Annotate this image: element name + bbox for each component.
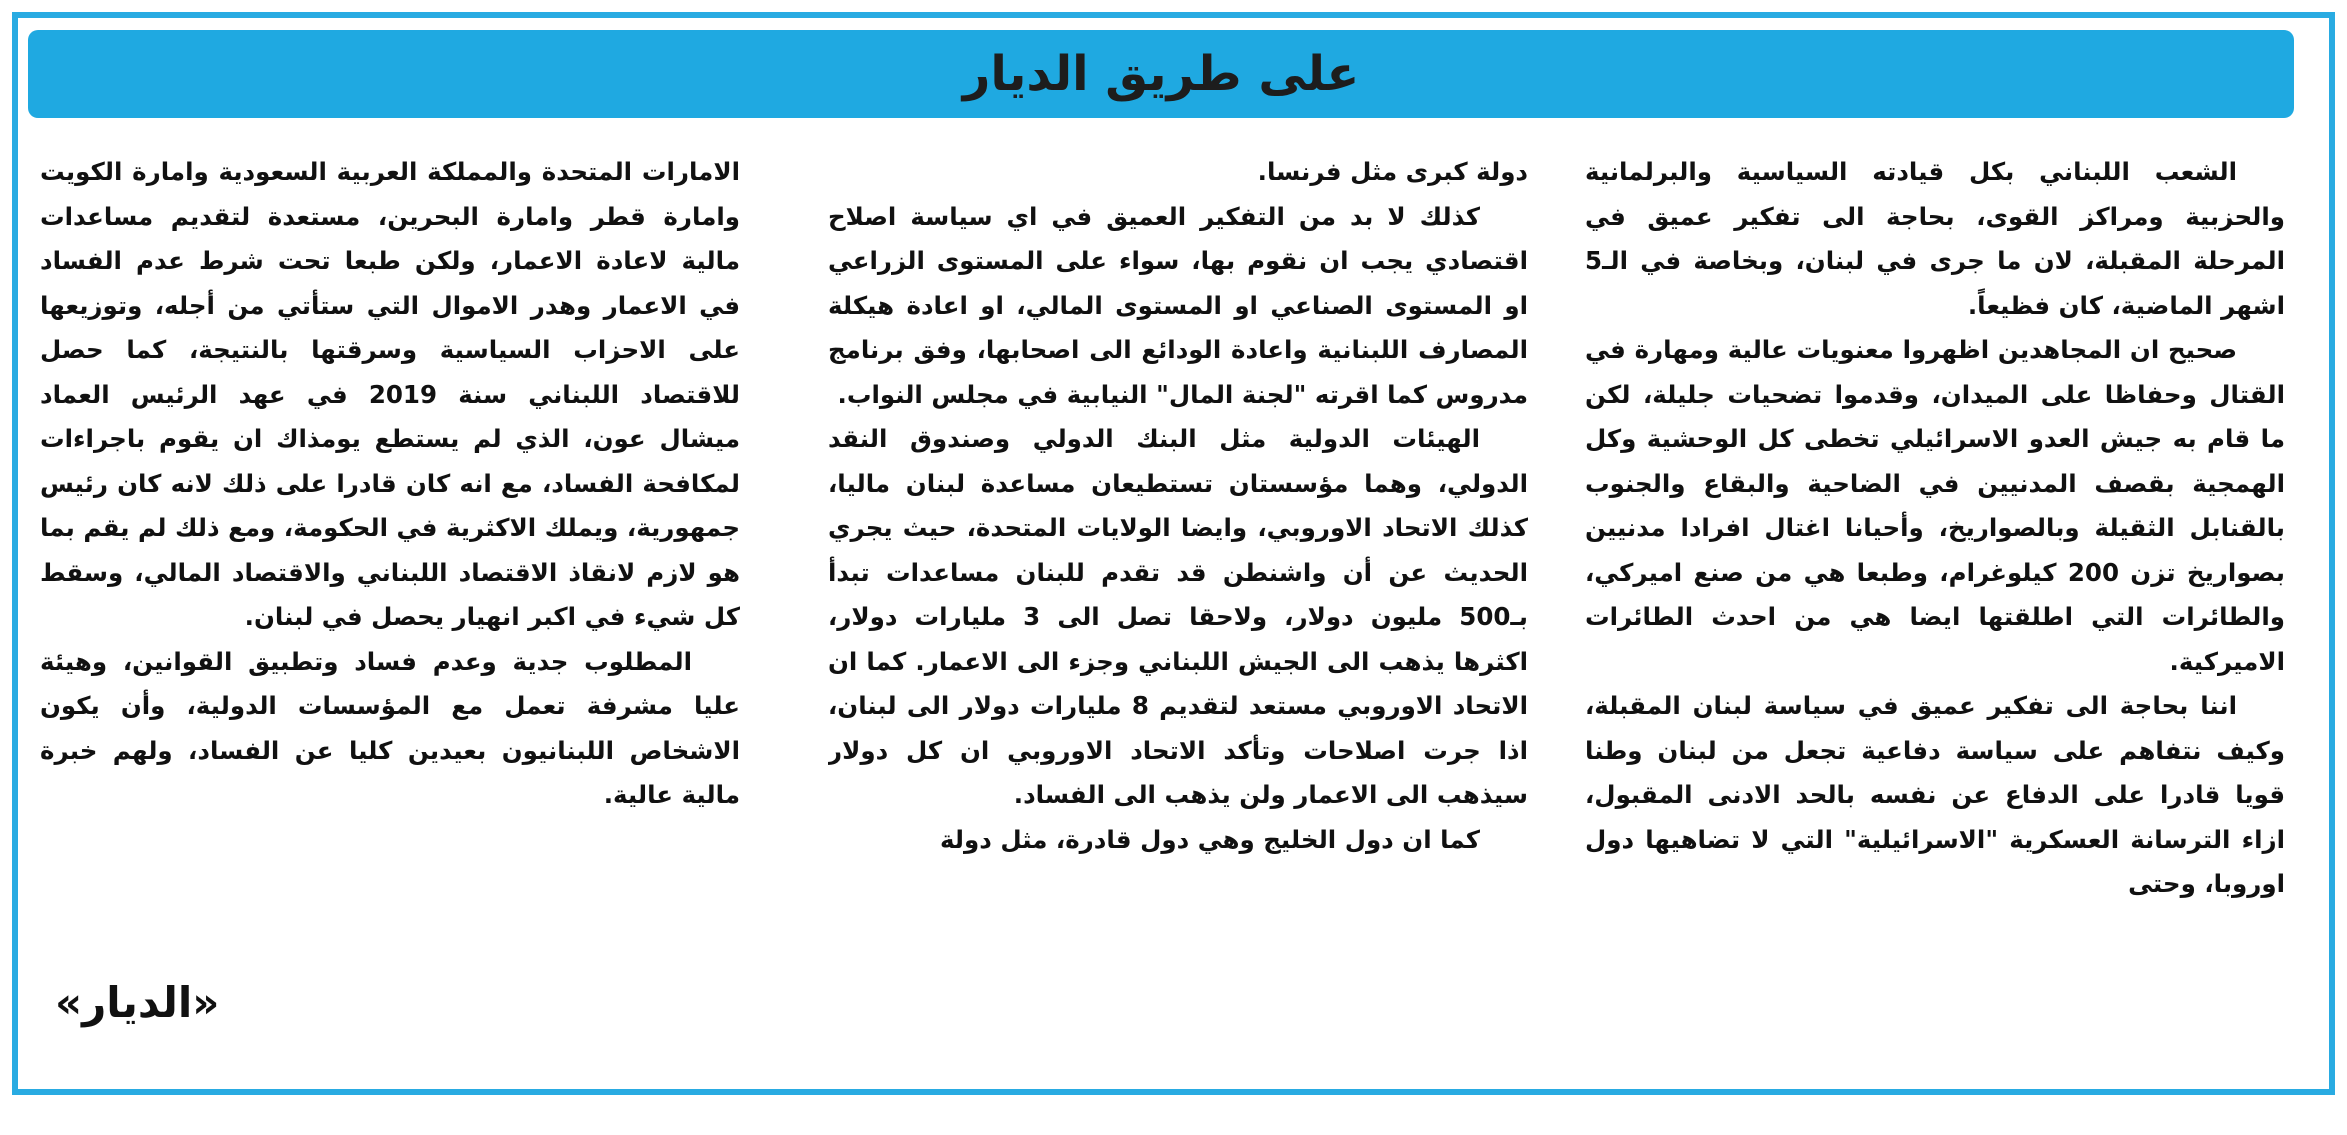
- article-title: على طريق الديار: [962, 46, 1360, 102]
- paragraph: اننا بحاجة الى تفكير عميق في سياسة لبنان المقبلة، وكيف نتفاهم على سياسة دفاعية تجعل من لبنان وطنا قويا قادرا على الدفاع عن نفسه بالحد الادنى المقبول، ازاء الترسانة العسكرية "الاسرائيلية" التي لا تضاهيها دول اوروبا، وحتى: [1585, 691, 2285, 898]
- paragraph: المطلوب جدية وعدم فساد وتطبيق القوانين، وهيئة عليا مشرفة تعمل مع المؤسسات الدولية، وأن يكون الاشخاص اللبنانيون بعيدين كليا عن الفساد، ولهم خبرة مالية عالية.: [40, 646, 740, 809]
- paragraph-continued: الامارات المتحدة والمملكة العربية السعودية وامارة الكويت وامارة قطر وامارة البحرين، مستعدة لتقديم مساعدات مالية لاعادة الاعمار، ولكن طبعا تحت شرط عدم الفساد في الاعمار وهدر الاموال التي ستأتي من أجله، وتوزيعها على الاحزاب السياسية وسرقتها بالنتيجة، كما حصل للاقتصاد اللبناني سنة 2019 في عهد الرئيس العماد ميشال عون، الذي لم يستطع يومذاك ان يقوم باجراءات لمكافحة الفساد، مع انه كان قادرا على ذلك لانه كان رئيس جمهورية، ويملك الاكثرية في الحكومة، ومع ذلك لم يقم بما هو لازم لانقاذ الاقتصاد اللبناني والاقتصاد المالي، وسقط كل شيء في اكبر انهيار يحصل في لبنان.: [40, 157, 740, 631]
- column-left: [40, 150, 740, 1070]
- signature: «الديار»: [55, 978, 220, 1027]
- paragraph: الهيئات الدولية مثل البنك الدولي وصندوق النقد الدولي، وهما مؤسستان تستطيعان مساعدة لبنان ماليا، كذلك الاتحاد الاوروبي، وايضا الولايات المتحدة، حيث يجري الحديث عن أن واشنطن قد تقدم للبنان مساعدات تبدأ بـ500 مليون دولار، ولاحقا تصل الى 3 مليارات دولار، اكثرها يذهب الى الجيش اللبناني وجزء الى الاعمار. كما ان الاتحاد الاوروبي مستعد لتقديم 8 مليارات دولار الى لبنان، اذا جرت اصلاحات وتأكد الاتحاد الاوروبي ان كل دولار سيذهب الى الاعمار ولن يذهب الى الفساد.: [828, 424, 1528, 809]
- paragraph: صحيح ان المجاهدين اظهروا معنويات عالية ومهارة في القتال وحفاظا على الميدان، وقدموا تضحيات جليلة، لكن ما قام به جيش العدو الاسرائيلي تخطى كل الوحشية وكل الهمجية بقصف المدنيين في الضاحية والبقاع والجنوب بالقنابل الثقيلة وبالصواريخ، وأحيانا اغتال افرادا مدنيين بصواريخ تزن 200 كيلوغرام، وطبعا هي من صنع اميركي، والطائرات التي اطلقتها ايضا هي من احدث الطائرات الاميركية.: [1585, 335, 2285, 676]
- column-middle: [828, 150, 1528, 1070]
- column-right: [1585, 150, 2285, 1070]
- paragraph: كذلك لا بد من التفكير العميق في اي سياسة اصلاح اقتصادي يجب ان نقوم بها، سواء على المستوى الزراعي او المستوى الصناعي او المستوى المالي، او اعادة هيكلة المصارف اللبنانية واعادة الودائع الى اصحابها، وفق برنامج مدروس كما اقرته "لجنة المال" النيابية في مجلس النواب.: [828, 201, 1528, 409]
- paragraph: كما ان دول الخليج وهي دول قادرة، مثل دولة: [939, 824, 1480, 854]
- header-banner: [28, 30, 2294, 118]
- paragraph: الشعب اللبناني بكل قيادته السياسية والبرلمانية والحزبية ومراكز القوى، بحاجة الى تفكير عميق في المرحلة المقبلة، لان ما جرى في لبنان، وبخاصة في الـ5 اشهر الماضية، كان فظيعاً.: [1585, 157, 2285, 320]
- paragraph-continued: دولة كبرى مثل فرنسا.: [1257, 157, 1528, 186]
